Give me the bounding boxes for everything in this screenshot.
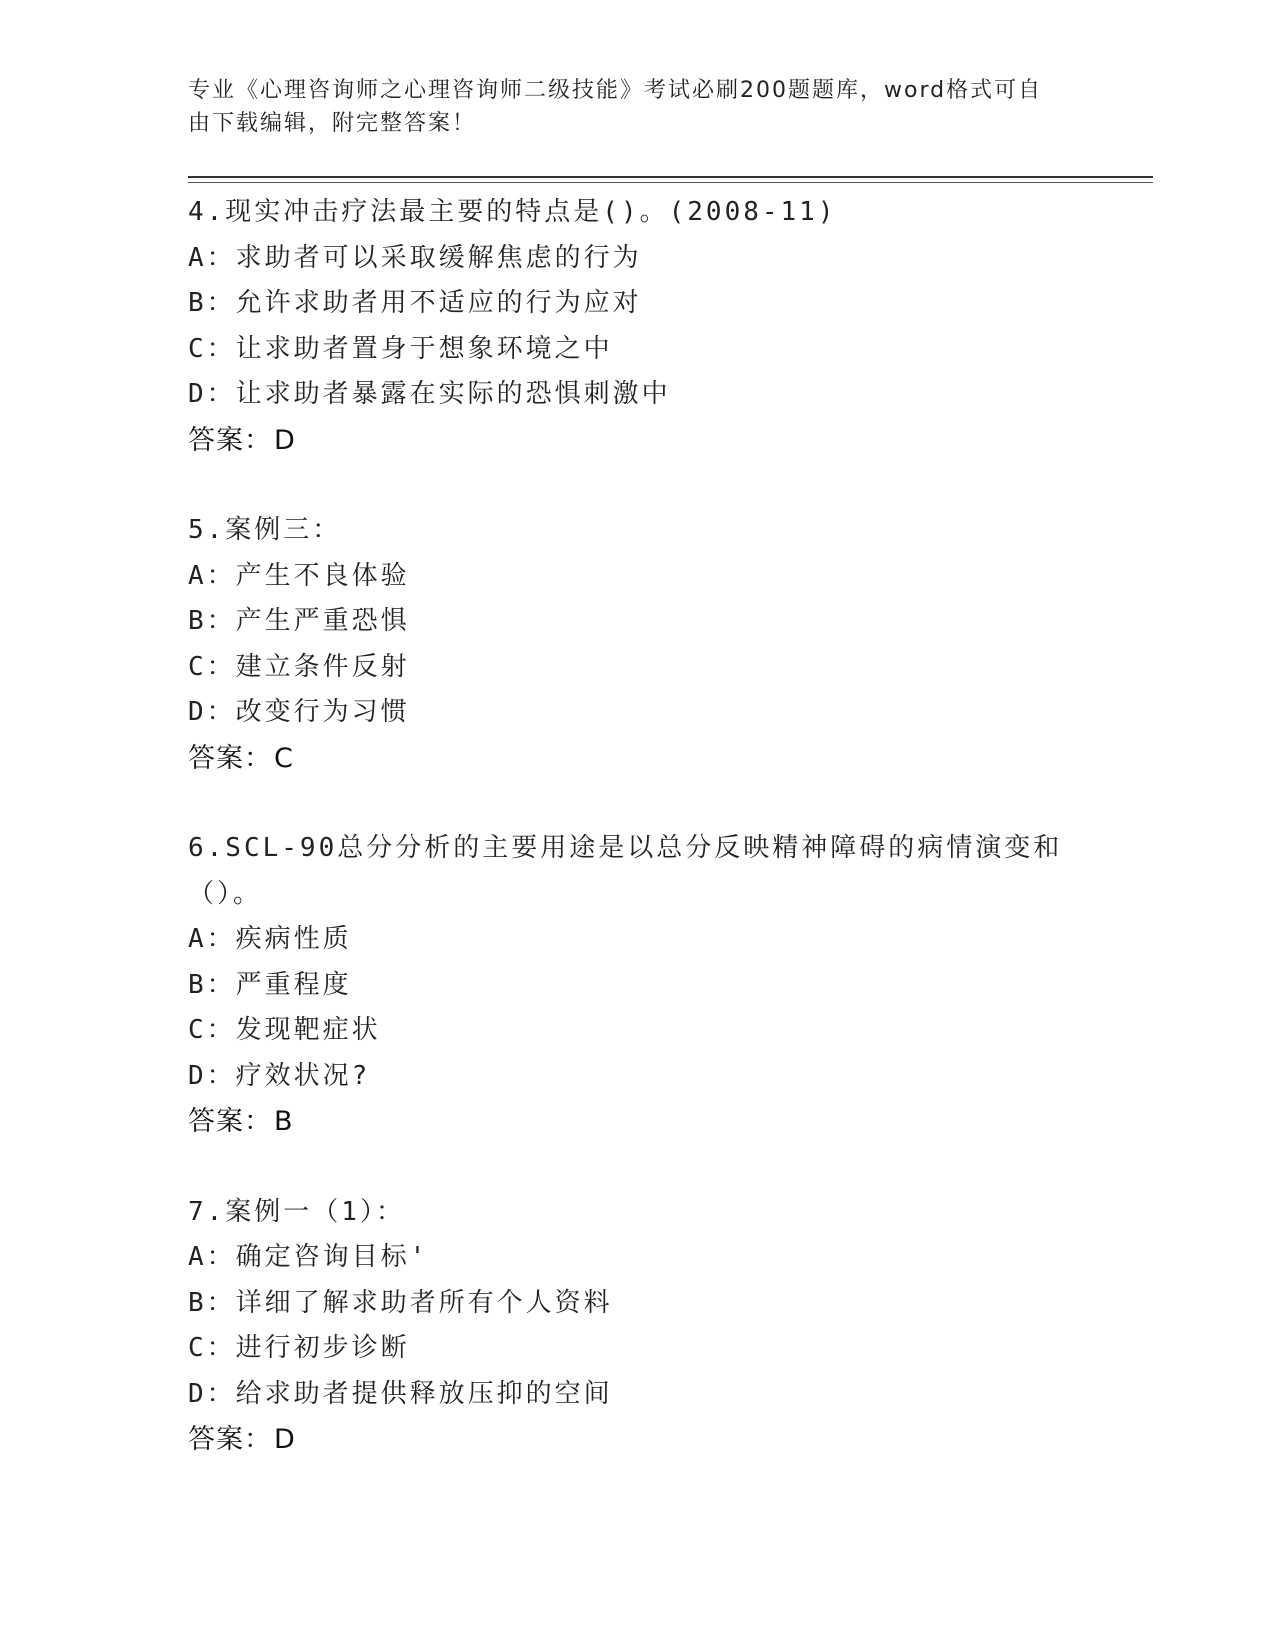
answer-label: 答案： (188, 424, 272, 456)
answer-value: D (274, 424, 296, 456)
option-c: C：让求助者置身于想象环境之中 (188, 333, 613, 364)
question-stem: 5.案例三： (188, 515, 342, 545)
header-divider-thin (188, 182, 1153, 183)
header-line-1: 专业《心理咨询师之心理咨询师二级技能》考试必刷200题题库，word格式可自 (188, 78, 1043, 103)
option-d: D：让求助者暴露在实际的恐惧刺激中 (188, 379, 671, 409)
answer-line (188, 1099, 1088, 1145)
question-list (188, 190, 1088, 1508)
option-d: D：给求助者提供释放压抑的空间 (188, 1378, 613, 1409)
option-c: C：建立条件反射 (188, 651, 410, 682)
option-b: B：严重程度 (188, 969, 352, 1000)
option-a: A：疾病性质 (188, 924, 352, 954)
question-stem: 7.案例一（1）： (188, 1196, 405, 1227)
answer-value: B (274, 1106, 294, 1137)
option-a: A：确定咨询目标' (188, 1242, 429, 1272)
answer-line (188, 1417, 1088, 1463)
option-b: B：详细了解求助者所有个人资料 (188, 1287, 613, 1318)
answer-line (188, 418, 1088, 464)
header-line-2: 由下载编辑，附完整答案！ (188, 111, 477, 136)
answer-value: C (274, 742, 294, 774)
answer-line (188, 736, 1088, 782)
question-item (188, 1190, 1088, 1463)
option-b: B：允许求助者用不适应的行为应对 (188, 288, 642, 318)
question-item (188, 826, 1088, 1145)
header-divider-thick (188, 176, 1153, 178)
question-stem: 4.现实冲击疗法最主要的特点是()。(2008-11) (188, 197, 837, 227)
answer-label: 答案： (188, 1106, 272, 1137)
option-c: C：进行初步诊断 (188, 1333, 410, 1363)
option-a: A：产生不良体验 (188, 560, 410, 591)
answer-label: 答案： (188, 1424, 272, 1455)
option-b: B：产生严重恐惧 (188, 606, 410, 636)
question-item (188, 508, 1088, 781)
question-item (188, 190, 1088, 463)
document-header (188, 74, 1088, 140)
answer-label: 答案： (188, 742, 272, 774)
option-d: D：疗效状况? (188, 1060, 371, 1091)
option-a: A：求助者可以采取缓解焦虑的行为 (188, 242, 642, 273)
question-stem: 6.SCL-90总分分析的主要用途是以总分反映精神障碍的病情演变和（）。 (188, 833, 1063, 909)
option-c: C：发现靶症状 (188, 1015, 381, 1045)
answer-value: D (274, 1424, 296, 1455)
option-d: D：改变行为习惯 (188, 697, 410, 727)
